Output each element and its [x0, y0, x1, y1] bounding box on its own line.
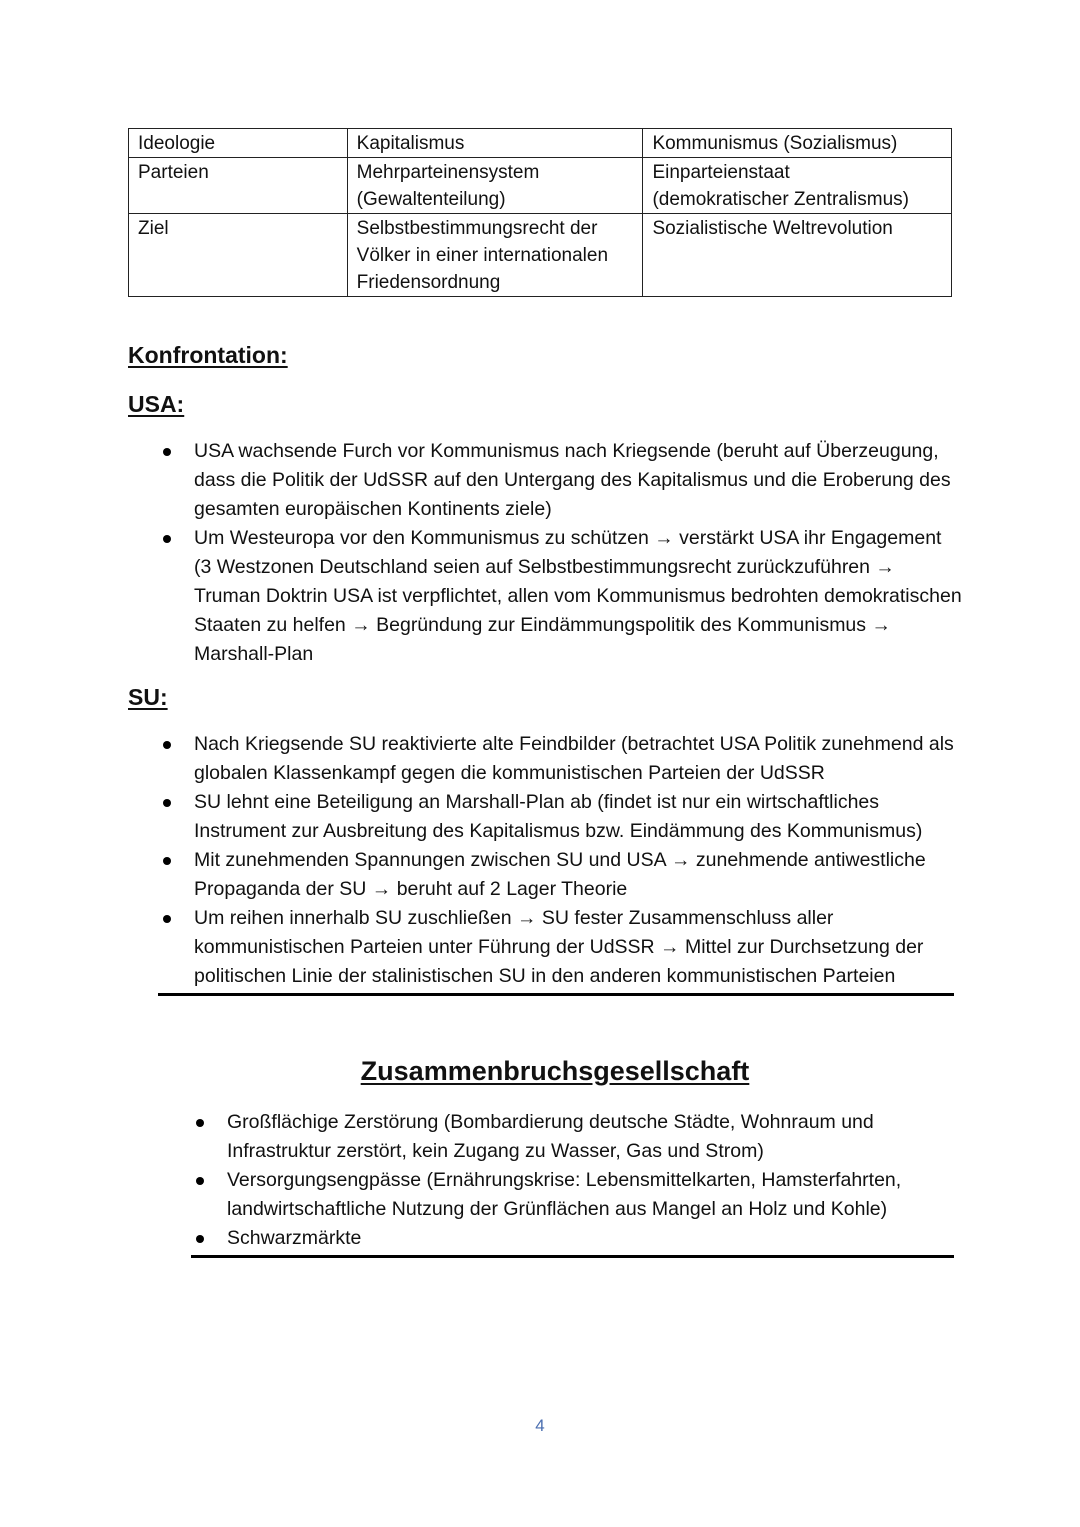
list-item-text: SU lehnt eine Beteiligung an Marshall-Plan ab (findet ist nur ein wirtschaftliches Instrument zur Ausbreitung des Kapitalismus bzw. Eindämmung des Kommunismus) [194, 791, 923, 842]
table-cell [347, 158, 643, 214]
bullet-icon [196, 1119, 204, 1127]
list-item [194, 437, 964, 524]
cell-text: Völker in einer internationalen [356, 245, 609, 266]
divider [158, 993, 954, 996]
bullet-icon [196, 1235, 204, 1243]
zusammenbruch-bullet-list [227, 1108, 947, 1253]
list-item [194, 904, 964, 991]
list-item [194, 524, 964, 669]
table-cell [347, 214, 643, 297]
list-item [227, 1224, 947, 1253]
bullet-icon [196, 1177, 204, 1185]
table-cell [129, 129, 348, 158]
table-row [129, 158, 952, 214]
bullet-icon [163, 799, 171, 807]
list-item-text: Um reihen innerhalb SU zuschließen → SU fester Zusammenschluss aller kommunistischen Parteien unter Führung der UdSSR → Mittel zur Durchsetzung der politischen Linie der stalinistischen SU in den anderen kommunistischen Parteien [194, 907, 924, 987]
cell-text: (Gewaltenteilung) [356, 189, 506, 210]
bullet-icon [163, 741, 171, 749]
section-heading-konfrontation: Konfrontation: [128, 342, 288, 368]
list-item-text: Mit zunehmenden Spannungen zwischen SU und USA → zunehmende antiwestliche Propaganda der SU → beruht auf 2 Lager Theorie [194, 849, 926, 900]
comparison-table [128, 128, 952, 297]
table-cell [129, 158, 348, 214]
list-item-text: Schwarzmärkte [227, 1227, 362, 1249]
subheading-usa: USA: [128, 391, 185, 417]
list-item [227, 1166, 947, 1224]
divider [191, 1255, 954, 1258]
cell-text: Parteien [138, 162, 209, 183]
table-cell [129, 214, 348, 297]
list-item-text: Um Westeuropa vor den Kommunismus zu schützen → verstärkt USA ihr Engagement (3 Westzonen Deutschland seien auf Selbstbestimmungsrecht zurückzuführen → Truman Doktrin USA ist verpflichtet, allen vom Kommunismus bedrohten demokratischen Staaten zu helfen → Begründung zur Eindämmungspolitik des Kommunismus → Marshall-Plan [194, 527, 962, 665]
cell-text: Kommunismus (Sozialismus) [652, 133, 898, 154]
cell-text: Mehrparteinensystem [356, 162, 540, 183]
list-item [194, 788, 964, 846]
cell-text: Einparteienstaat [652, 162, 790, 183]
usa-bullet-list [194, 437, 964, 669]
page-number: 4 [535, 1416, 545, 1435]
su-bullet-list [194, 730, 964, 991]
list-item-text: USA wachsende Furch vor Kommunismus nach Kriegsende (beruht auf Überzeugung, dass die Politik der UdSSR auf den Untergang des Kapitalismus und die Eroberung des gesamten europäischen Kontinents ziele) [194, 440, 951, 520]
cell-text: Ideologie [138, 133, 216, 154]
bullet-icon [163, 915, 171, 923]
section-heading-zusammenbruchsgesellschaft: Zusammenbruchsgesellschaft [360, 1056, 750, 1086]
cell-text: Kapitalismus [356, 133, 465, 154]
list-item [227, 1108, 947, 1166]
list-item [194, 730, 964, 788]
cell-text: Sozialistische Weltrevolution [652, 218, 893, 239]
cell-text: Ziel [138, 218, 169, 239]
list-item-text: Versorgungsengpässe (Ernährungskrise: Lebensmittelkarten, Hamsterfahrten, landwirtschaftliche Nutzung der Grünflächen aus Mangel an Holz und Kohle) [227, 1169, 902, 1220]
table-row [129, 214, 952, 297]
table-cell [643, 129, 952, 158]
table-cell [347, 129, 643, 158]
list-item [194, 846, 964, 904]
table-row [129, 129, 952, 158]
bullet-icon [163, 857, 171, 865]
bullet-icon [163, 535, 171, 543]
cell-text: Friedensordnung [356, 272, 501, 293]
cell-text: (demokratischer Zentralismus) [652, 189, 910, 210]
subheading-su: SU: [128, 684, 168, 710]
list-item-text: Nach Kriegsende SU reaktivierte alte Feindbilder (betrachtet USA Politik zunehmend als globalen Klassenkampf gegen die kommunistischen Parteien der UdSSR [194, 733, 954, 784]
list-item-text: Großflächige Zerstörung (Bombardierung deutsche Städte, Wohnraum und Infrastruktur zerstört, kein Zugang zu Wasser, Gas und Strom) [227, 1111, 874, 1162]
table-cell [643, 214, 952, 297]
bullet-icon [163, 448, 171, 456]
cell-text: Selbstbestimmungsrecht der [356, 218, 598, 239]
table-cell [643, 158, 952, 214]
